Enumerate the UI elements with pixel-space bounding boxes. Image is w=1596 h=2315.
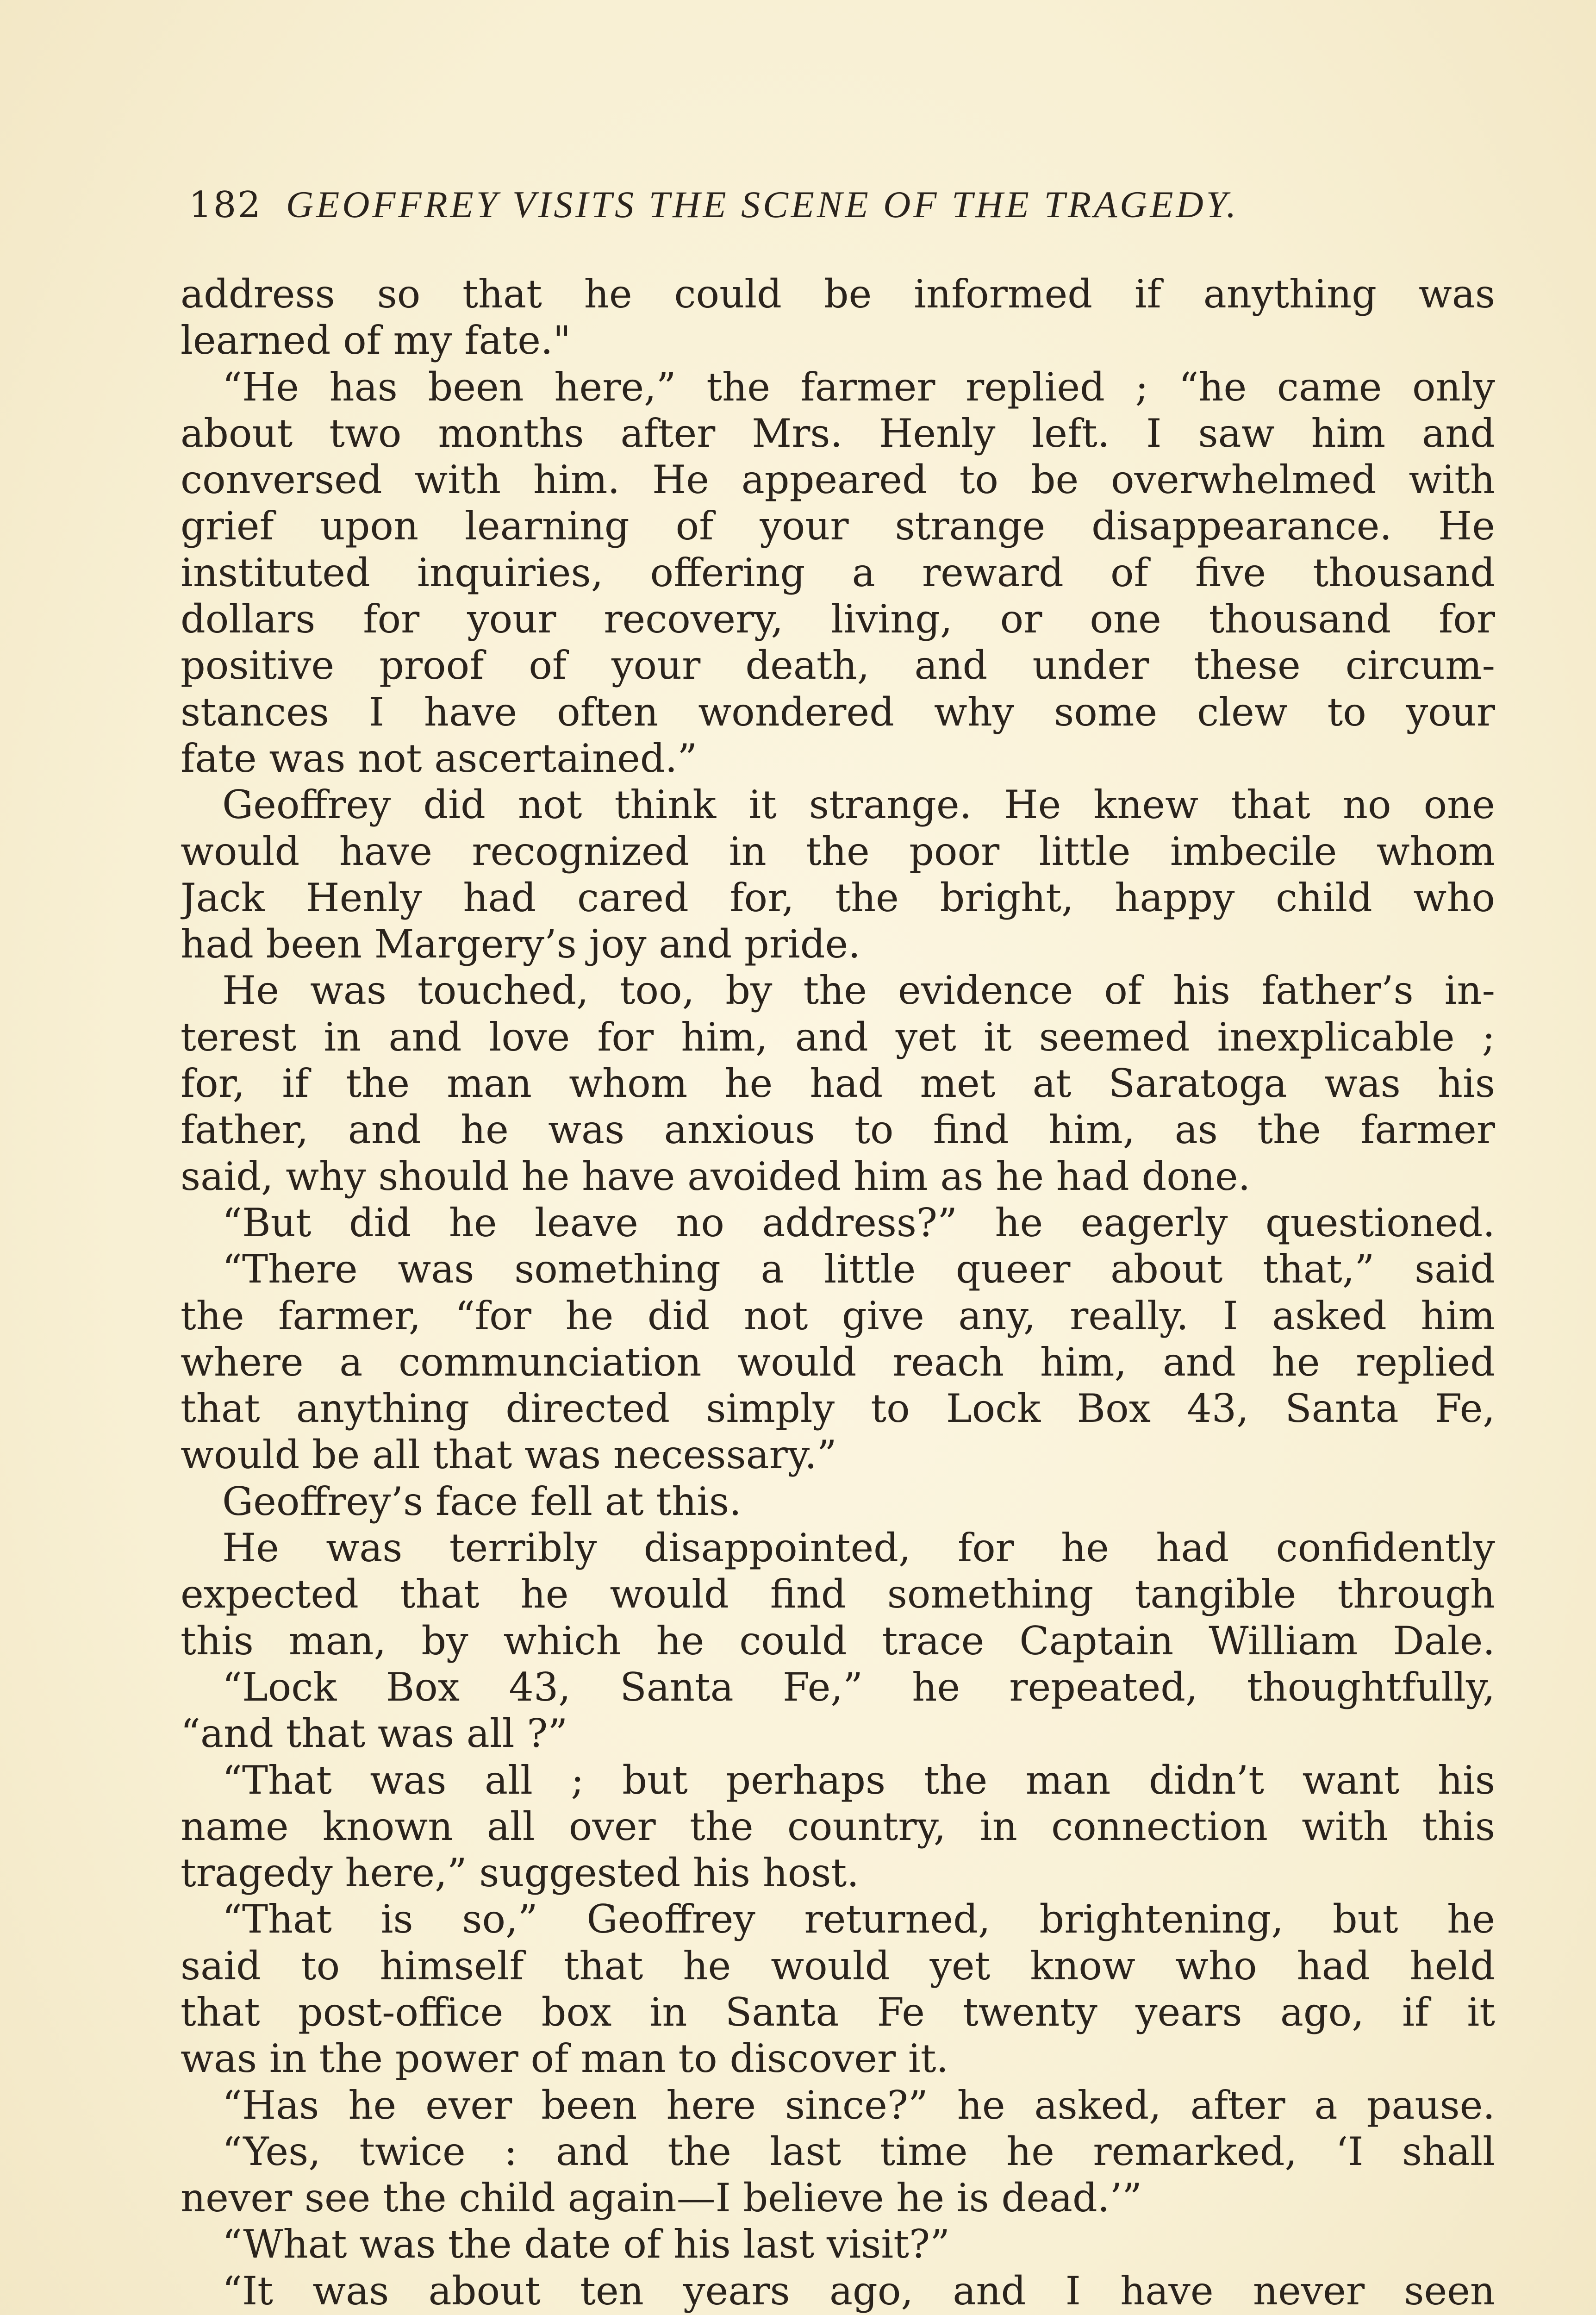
text-line: Geoffrey’s face fell at this.	[222, 1478, 742, 1524]
text-line: instituted inquiries, offering a reward of five thousand	[181, 550, 1495, 595]
text-line: address so that he could be informed if anything was	[181, 271, 1495, 317]
text-line: would be all that was necessary.”	[181, 1432, 837, 1478]
text-line: “That was all ; but perhaps the man didn’t want his	[222, 1757, 1495, 1803]
text-line: conversed with him. He appeared to be overwhelmed with	[181, 457, 1495, 503]
body-text	[181, 271, 1495, 2315]
text-line: “and that was all ?”	[181, 1711, 568, 1757]
text-line: for, if the man whom he had met at Saratoga was his	[181, 1061, 1495, 1107]
text-line: tragedy here,” suggested his host.	[181, 1850, 859, 1896]
text-line: He was touched, too, by the evidence of his father’s in-	[222, 968, 1495, 1014]
text-line: dollars for your recovery, living, or one thousand for	[181, 596, 1495, 642]
text-line: name known all over the country, in connection with this	[181, 1803, 1495, 1849]
text-line: “He has been here,” the farmer replied ; “he came only	[222, 364, 1495, 410]
text-line: “What was the date of his last visit?”	[222, 2221, 950, 2267]
text-line: “But did he leave no address?” he eagerly questioned.	[222, 1200, 1495, 1245]
page-number: 182	[189, 184, 262, 226]
text-line: the farmer, “for he did not give any, really. I asked him	[181, 1293, 1495, 1339]
text-line: where a communciation would reach him, and he replied	[181, 1339, 1495, 1385]
text-line: “Has he ever been here since?” he asked, after a pause.	[222, 2082, 1495, 2128]
text-line: stances I have often wondered why some clew to your	[181, 689, 1495, 735]
text-line: “That is so,” Geoffrey returned, brightening, but he	[222, 1896, 1495, 1942]
text-line: that post-office box in Santa Fe twenty years ago, if it	[181, 1989, 1495, 2035]
text-line: about two months after Mrs. Henly left. I saw him and	[181, 410, 1495, 456]
text-line: was in the power of man to discover it.	[181, 2036, 949, 2082]
text-line: Geoffrey did not think it strange. He knew that no one	[222, 782, 1495, 828]
text-line: had been Margery’s joy and pride.	[181, 921, 860, 967]
text-line: “Lock Box 43, Santa Fe,” he repeated, thoughtfully,	[222, 1664, 1495, 1710]
text-line: positive proof of your death, and under these circum-	[181, 643, 1495, 688]
text-line: that anything directed simply to Lock Box 43, Santa Fe,	[181, 1386, 1495, 1432]
chapter-running-title: GEOFFREY VISITS THE SCENE OF THE TRAGEDY.	[286, 183, 1239, 225]
text-line: fate was not ascertained.”	[181, 735, 698, 781]
text-line: grief upon learning of your strange disappearance. He	[181, 503, 1495, 549]
text-line: never see the child again—I believe he is dead.’”	[181, 2175, 1142, 2221]
text-line: learned of my fate."	[181, 318, 571, 363]
text-line: would have recognized in the poor little imbecile whom	[181, 828, 1495, 874]
text-line: said to himself that he would yet know who had held	[181, 1943, 1495, 1989]
text-line: “Yes, twice : and the last time he remarked, ‘I shall	[222, 2128, 1495, 2174]
text-line: “There was something a little queer about that,” said	[222, 1246, 1495, 1292]
text-line: “It was about ten years ago, and I have never seen	[222, 2268, 1495, 2314]
text-line: father, and he was anxious to find him, as the farmer	[181, 1107, 1495, 1153]
running-head	[189, 183, 1415, 226]
text-line: He was terribly disappointed, for he had confidently	[222, 1525, 1495, 1571]
text-line: Jack Henly had cared for, the bright, happy child who	[181, 875, 1495, 920]
text-line: terest in and love for him, and yet it seemed inexplicable ;	[181, 1014, 1495, 1060]
text-line: this man, by which he could trace Captain William Dale.	[181, 1618, 1495, 1664]
text-line: said, why should he have avoided him as he had done.	[181, 1153, 1251, 1199]
text-line: expected that he would find something tangible through	[181, 1571, 1495, 1617]
